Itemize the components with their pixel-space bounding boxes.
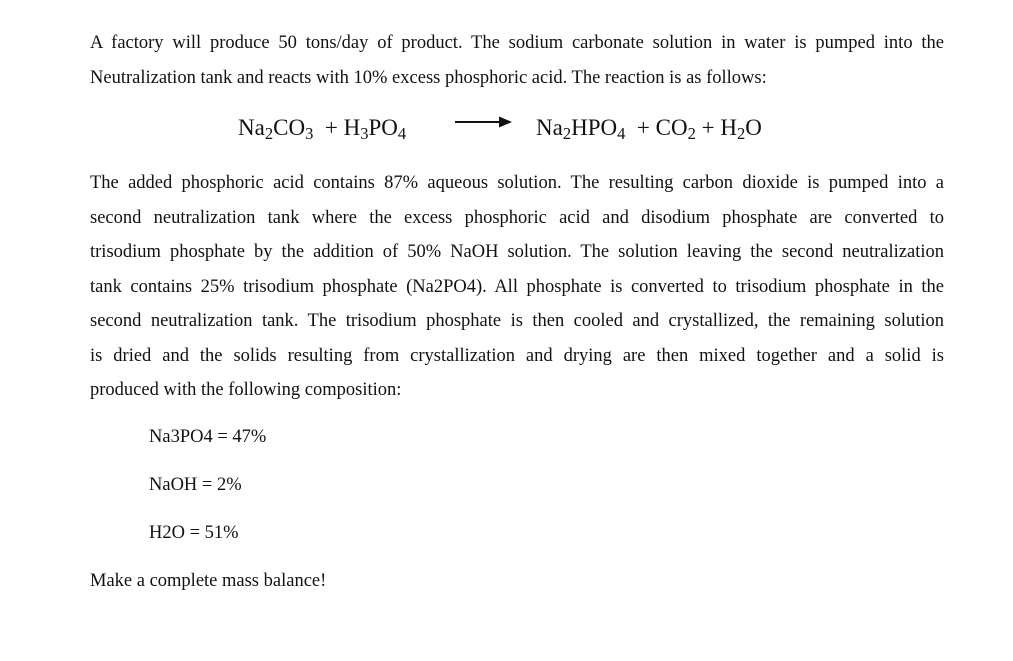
composition-item: Na3PO4 = 47%	[149, 427, 267, 447]
closing-instruction: Make a complete mass balance!	[90, 571, 327, 591]
plus-sign: +	[636, 115, 650, 140]
product-carbon-dioxide: $CO_2$	[655, 115, 696, 144]
body-line: tank contains 25% trisodium phosphate (Na2PO4). All phosphate is converted to trisodium phosphate in the	[90, 276, 944, 297]
plus-sign: +	[324, 115, 338, 140]
equation-reactants	[238, 108, 406, 148]
reactant-sodium-carbonate: $Na_2CO_3$	[238, 115, 314, 144]
intro-paragraph	[90, 26, 944, 95]
composition-item: H2O = 51%	[149, 523, 239, 543]
intro-line: Neutralization tank and reacts with 10% excess phosphoric acid. The reaction is as follows:	[90, 67, 767, 88]
body-line: The added phosphoric acid contains 87% aqueous solution. The resulting carbon dioxide is pumped into a	[90, 173, 944, 193]
equation-products	[536, 108, 762, 148]
body-line: produced with the following composition:	[90, 380, 402, 400]
body-line: second neutralization tank where the excess phosphoric acid and disodium phosphate are converted to	[90, 207, 944, 228]
product-disodium-phosphate: $Na_2HPO_4$	[536, 115, 626, 144]
body-line: is dried and the solids resulting from crystallization and drying are then mixed together and a solid is	[90, 345, 944, 366]
body-line: second neutralization tank. The trisodium phosphate is then cooled and crystallized, the remaining solution	[90, 311, 944, 331]
product-water: $H_2O$	[720, 115, 762, 144]
composition-item: NaOH = 2%	[149, 475, 242, 495]
reaction-arrow-icon	[455, 113, 513, 131]
plus-sign: +	[701, 115, 715, 140]
reactant-phosphoric-acid: $H_3PO_4$	[343, 115, 407, 144]
body-line: trisodium phosphate by the addition of 50% NaOH solution. The solution leaving the second neutralization	[90, 242, 944, 262]
intro-line: A factory will produce 50 tons/day of product. The sodium carbonate solution in water is pumped into the	[90, 33, 944, 53]
body-paragraph	[90, 166, 944, 408]
